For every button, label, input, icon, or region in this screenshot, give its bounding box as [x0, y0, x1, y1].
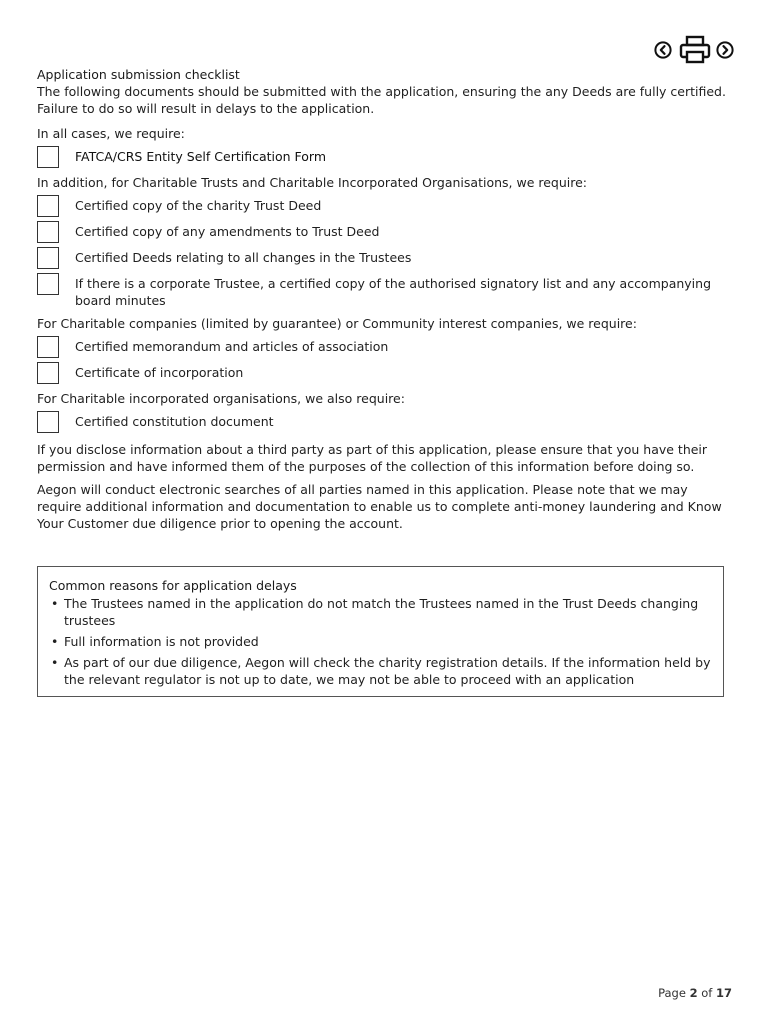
page-current: 2 [689, 986, 698, 1000]
checklist-item [37, 362, 727, 384]
page-of: of [701, 986, 713, 1000]
checkbox[interactable] [37, 273, 59, 295]
checklist-section [37, 66, 727, 532]
checklist-item [37, 411, 727, 433]
checklist-item-label: Certificate of incorporation [75, 365, 244, 380]
list-item: • Full information is not provided [49, 633, 713, 650]
list-item: • As part of our due diligence, Aegon will check the charity registration details. If the information held by the relevant regulator is not up to date, we may not be able to proceed with an application [49, 654, 713, 688]
delay-reasons-box [37, 566, 724, 697]
checklist-item [37, 221, 727, 243]
all-cases-title: In all cases, we require: [37, 126, 185, 141]
checklist-item-label: Certified constitution document [75, 414, 274, 429]
checkbox[interactable] [37, 221, 59, 243]
checkbox[interactable] [37, 195, 59, 217]
checklist-item-label: Certified Deeds relating to all changes in the Trustees [75, 250, 412, 265]
companies-title: For Charitable companies (limited by guarantee) or Community interest companies, we require: [37, 316, 637, 331]
checklist-item [37, 273, 727, 309]
checklist-item-label: Certified memorandum and articles of association [75, 339, 389, 354]
third-party-notice: If you disclose information about a third party as part of this application, please ensure that you have their permission and have informed them of the purposes of the collection of this information before doing so. [37, 442, 708, 474]
checklist-item [37, 195, 727, 217]
checklist-item-label: FATCA/CRS Entity Self Certification Form [75, 149, 327, 164]
checkbox[interactable] [37, 247, 59, 269]
page-navigation [654, 35, 736, 65]
printer-icon[interactable] [679, 35, 711, 65]
checklist-heading: Application submission checklist [37, 67, 240, 82]
checklist-item-label: Certified copy of the charity Trust Deed [75, 198, 322, 213]
chevron-left-circle-icon[interactable] [654, 41, 672, 59]
checklist-item-label: Certified copy of any amendments to Trust Deed [75, 224, 380, 239]
delay-reasons-list [49, 595, 713, 688]
checklist-intro-line2: Failure to do so will result in delays to the application. [37, 101, 375, 116]
cio-title: For Charitable incorporated organisations, we also require: [37, 391, 405, 406]
chevron-right-circle-icon[interactable] [716, 41, 734, 59]
checkbox[interactable] [37, 411, 59, 433]
checklist-item [37, 146, 727, 168]
checkbox[interactable] [37, 146, 59, 168]
electronic-searches-notice: Aegon will conduct electronic searches of all parties named in this application. Please note that we may require additional information and documentation to enable us to complete anti-money laundering and Know Your Customer due diligence prior to opening the account. [37, 482, 722, 531]
checklist-item [37, 336, 727, 358]
delay-reasons-title: Common reasons for application delays [49, 578, 297, 593]
checklist-item [37, 247, 727, 269]
page-number [658, 986, 732, 1000]
checkbox[interactable] [37, 362, 59, 384]
checklist-item-label: If there is a corporate Trustee, a certified copy of the authorised signatory list and any accompanying board minutes [75, 276, 712, 308]
checkbox[interactable] [37, 336, 59, 358]
page-total: 17 [715, 986, 732, 1000]
checklist-intro-line1: The following documents should be submitted with the application, ensuring the any Deeds are fully certified. [37, 84, 726, 99]
trusts-title: In addition, for Charitable Trusts and Charitable Incorporated Organisations, we require: [37, 175, 588, 190]
page-label: Page [658, 986, 686, 1000]
list-item: • The Trustees named in the application do not match the Trustees named in the Trust Deeds changing trustees [49, 595, 713, 629]
